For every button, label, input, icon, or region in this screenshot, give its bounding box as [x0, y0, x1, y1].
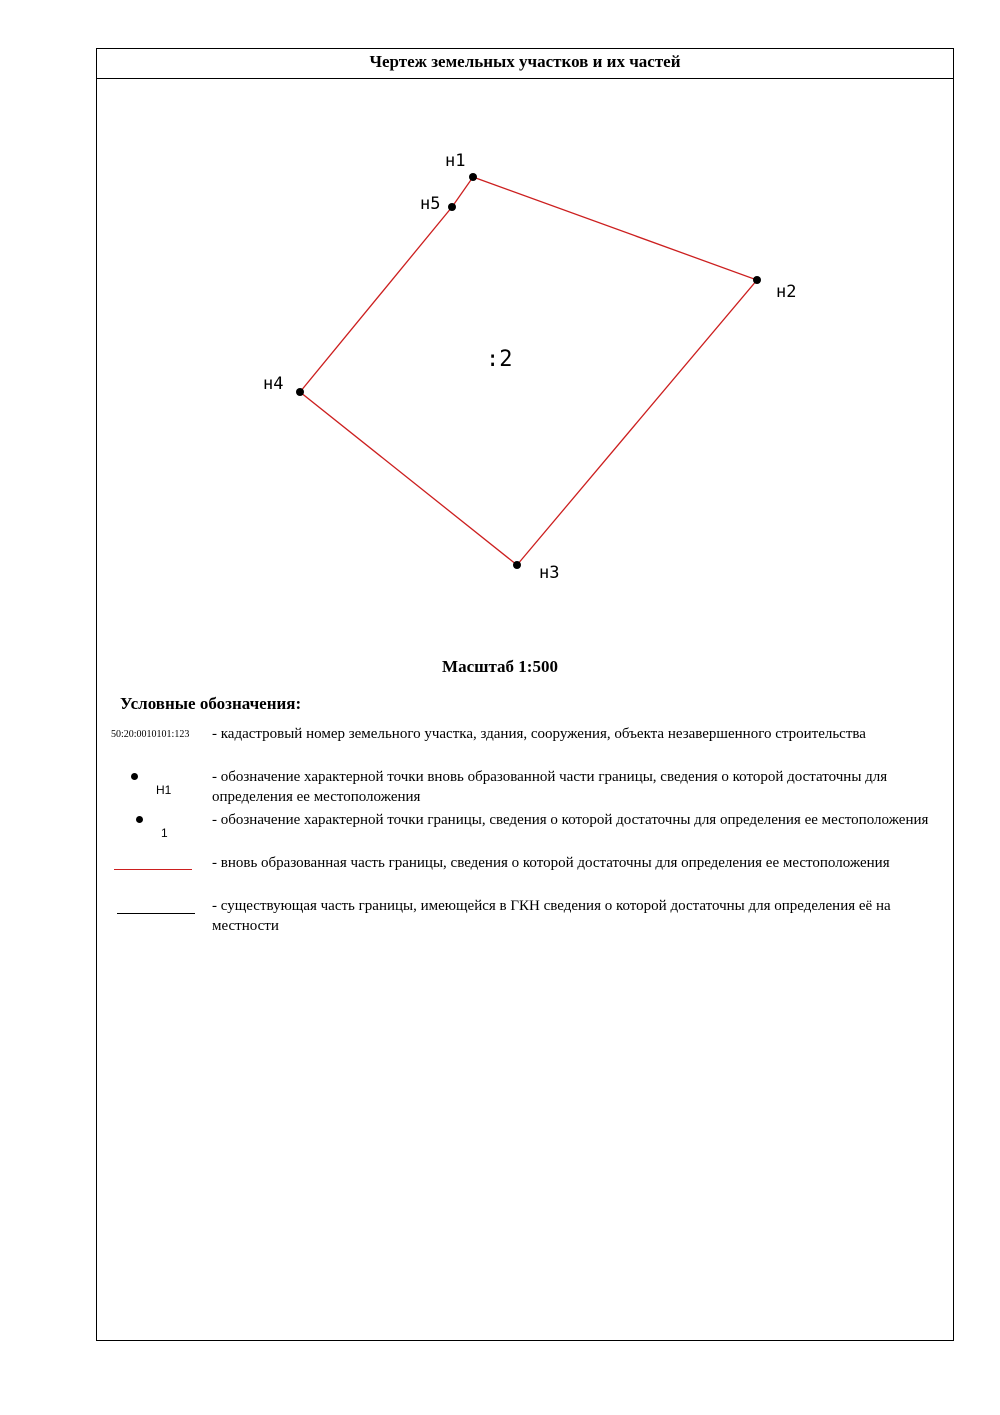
- cadastral-number-sample: 50:20:0010101:123: [111, 729, 190, 740]
- point-n5-marker: [448, 203, 456, 211]
- parcel-number: :2: [486, 347, 513, 372]
- point-n5-label: н5: [420, 194, 441, 214]
- legend-symbol-new-point: [104, 767, 204, 807]
- legend-text-cadastral: - кадастровый номер земельного участка, здания, сооружения, объекта незавершенного строительства: [212, 726, 866, 742]
- point-marker-icon: [136, 816, 143, 823]
- legend-symbol-existing-boundary: [104, 896, 204, 936]
- page-title: Чертеж земельных участков и их частей: [97, 49, 953, 79]
- red-line-icon: [114, 869, 192, 870]
- legend-title: Условные обозначения:: [120, 694, 302, 713]
- point-n3-marker: [513, 561, 521, 569]
- legend-text-existing-boundary: - существующая часть границы, имеющейся в ГКН сведения о которой достаточны для определения её на местности: [212, 898, 891, 934]
- parcel-drawing: [0, 0, 1000, 640]
- scale-label: Масштаб 1:500: [442, 657, 558, 676]
- legend-text-new-point: - обозначение характерной точки вновь образованной части границы, сведения о которой достаточны для определения ее местоположения: [212, 769, 888, 805]
- legend-symbol-new-boundary: [104, 853, 204, 893]
- legend-text-existing-point: - обозначение характерной точки границы, сведения о которой достаточны для определения ее местоположения: [212, 812, 929, 828]
- legend-symbol-cadastral: [104, 724, 204, 764]
- existing-point-sample-label: 1: [161, 826, 168, 840]
- parcel-boundary: [300, 177, 757, 565]
- point-n2-marker: [753, 276, 761, 284]
- point-n1-marker: [469, 173, 477, 181]
- legend-text-new-boundary: - вновь образованная часть границы, сведения о которой достаточны для определения ее местоположения: [212, 855, 890, 871]
- new-point-sample-label: Н1: [156, 783, 172, 797]
- black-line-icon: [117, 913, 195, 914]
- point-marker-icon: [131, 773, 138, 780]
- point-n1-label: н1: [445, 151, 466, 171]
- point-n4-label: н4: [263, 374, 284, 394]
- legend-symbol-existing-point: [104, 810, 204, 850]
- point-n2-label: н2: [776, 282, 797, 302]
- point-n3-label: н3: [539, 563, 560, 583]
- point-n4-marker: [296, 388, 304, 396]
